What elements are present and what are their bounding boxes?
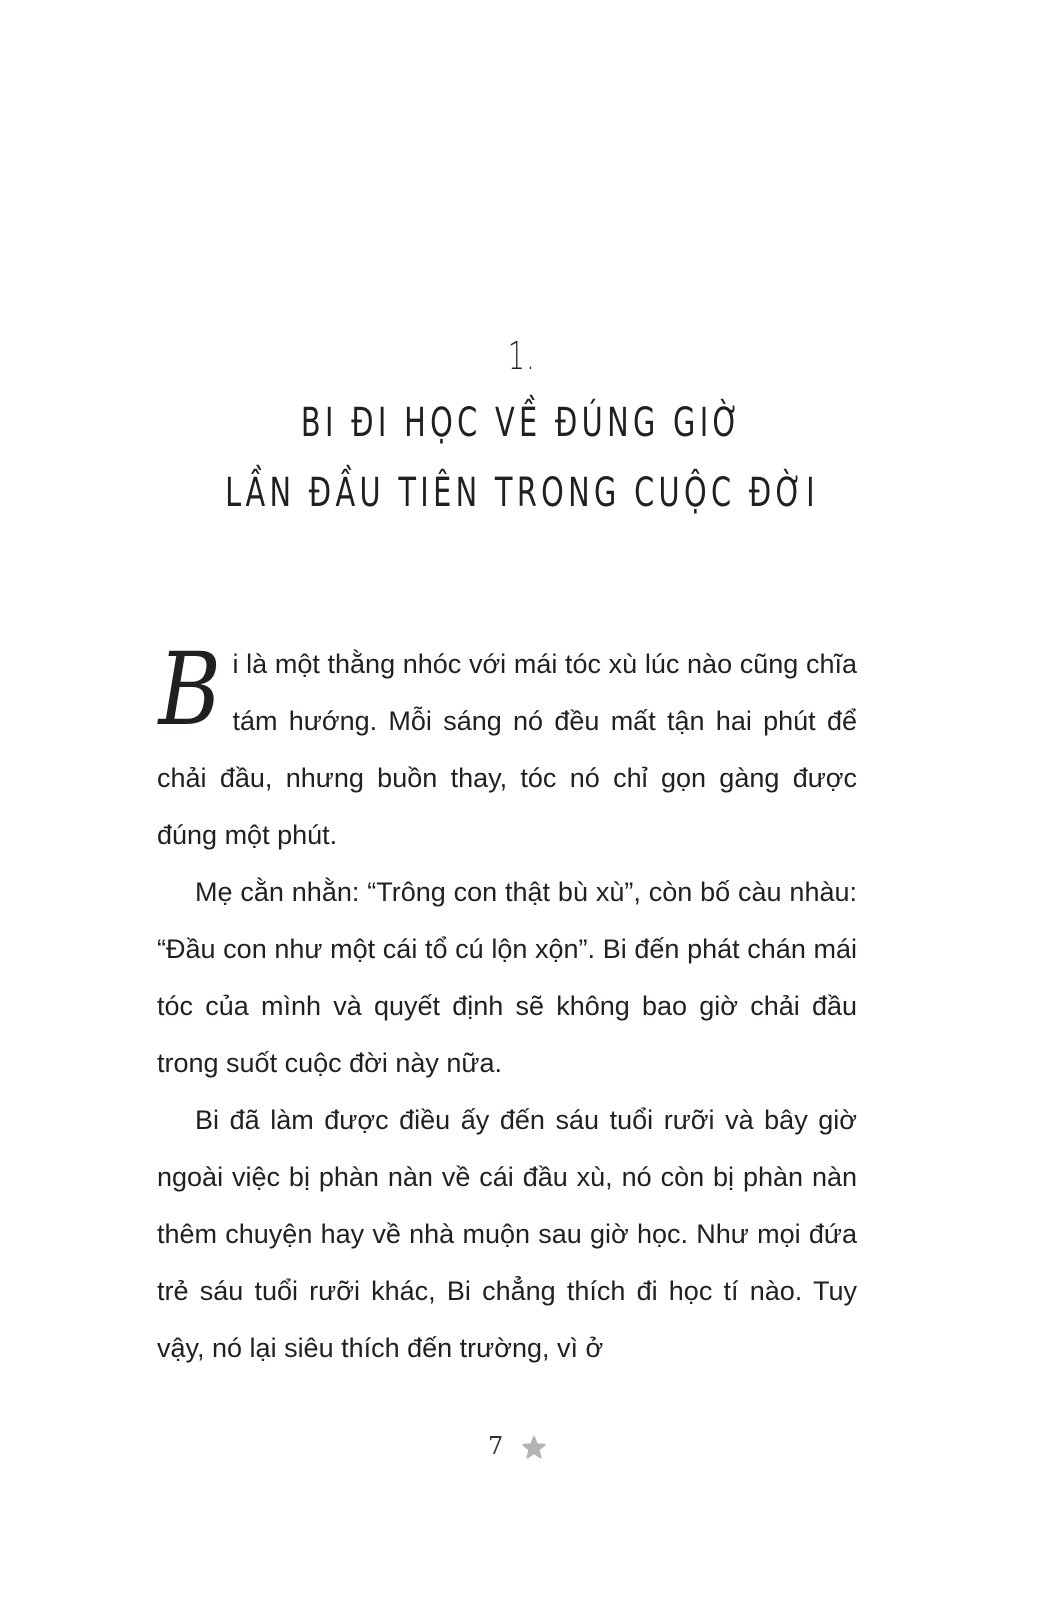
paragraph-3: Bi đã làm được điều ấy đến sáu tuổi rưỡi và bây giờ ngoài việc bị phàn nàn về cái đầu xù, nó còn bị phàn nàn thêm chuyện hay về nhà muộn sau giờ học. Như mọi đứa trẻ sáu tuổi rưỡi khác, Bi chẳng thích đi học tí nào. Tuy vậy, nó lại siêu thích đến trường, vì ở bbox=[157, 1105, 857, 1363]
paragraph-2: Mẹ cằn nhằn: “Trông con thật bù xù”, còn bố càu nhàu: “Đầu con như một cái tổ cú lộn xộn”. Bi đến phát chán mái tóc của mình và quyết định sẽ không bao giờ chải đầu trong suốt cuộc đời này nữa. bbox=[157, 877, 857, 1078]
chapter-title-line-2: LẦN ĐẦU TIÊN TRONG CUỘC ĐỜI bbox=[225, 470, 819, 516]
chapter-number: 1. bbox=[507, 334, 537, 378]
page-number: 7 bbox=[488, 1432, 504, 1460]
drop-cap: B bbox=[158, 631, 221, 748]
paragraph-1 bbox=[157, 631, 857, 864]
paragraph-1-text: i là một thằng nhóc với mái tóc xù lúc nào cũng chĩa tám hướng. Mỗi sáng nó đều mất tận hai phút để chải đầu, nhưng buồn thay, tóc nó chỉ gọn gàng được đúng một phút. bbox=[157, 649, 857, 850]
chapter-title-line-1: BI ĐI HỌC VỀ ĐÚNG GIỜ bbox=[300, 400, 744, 446]
body-text bbox=[157, 631, 857, 1377]
star-icon bbox=[520, 1434, 548, 1462]
